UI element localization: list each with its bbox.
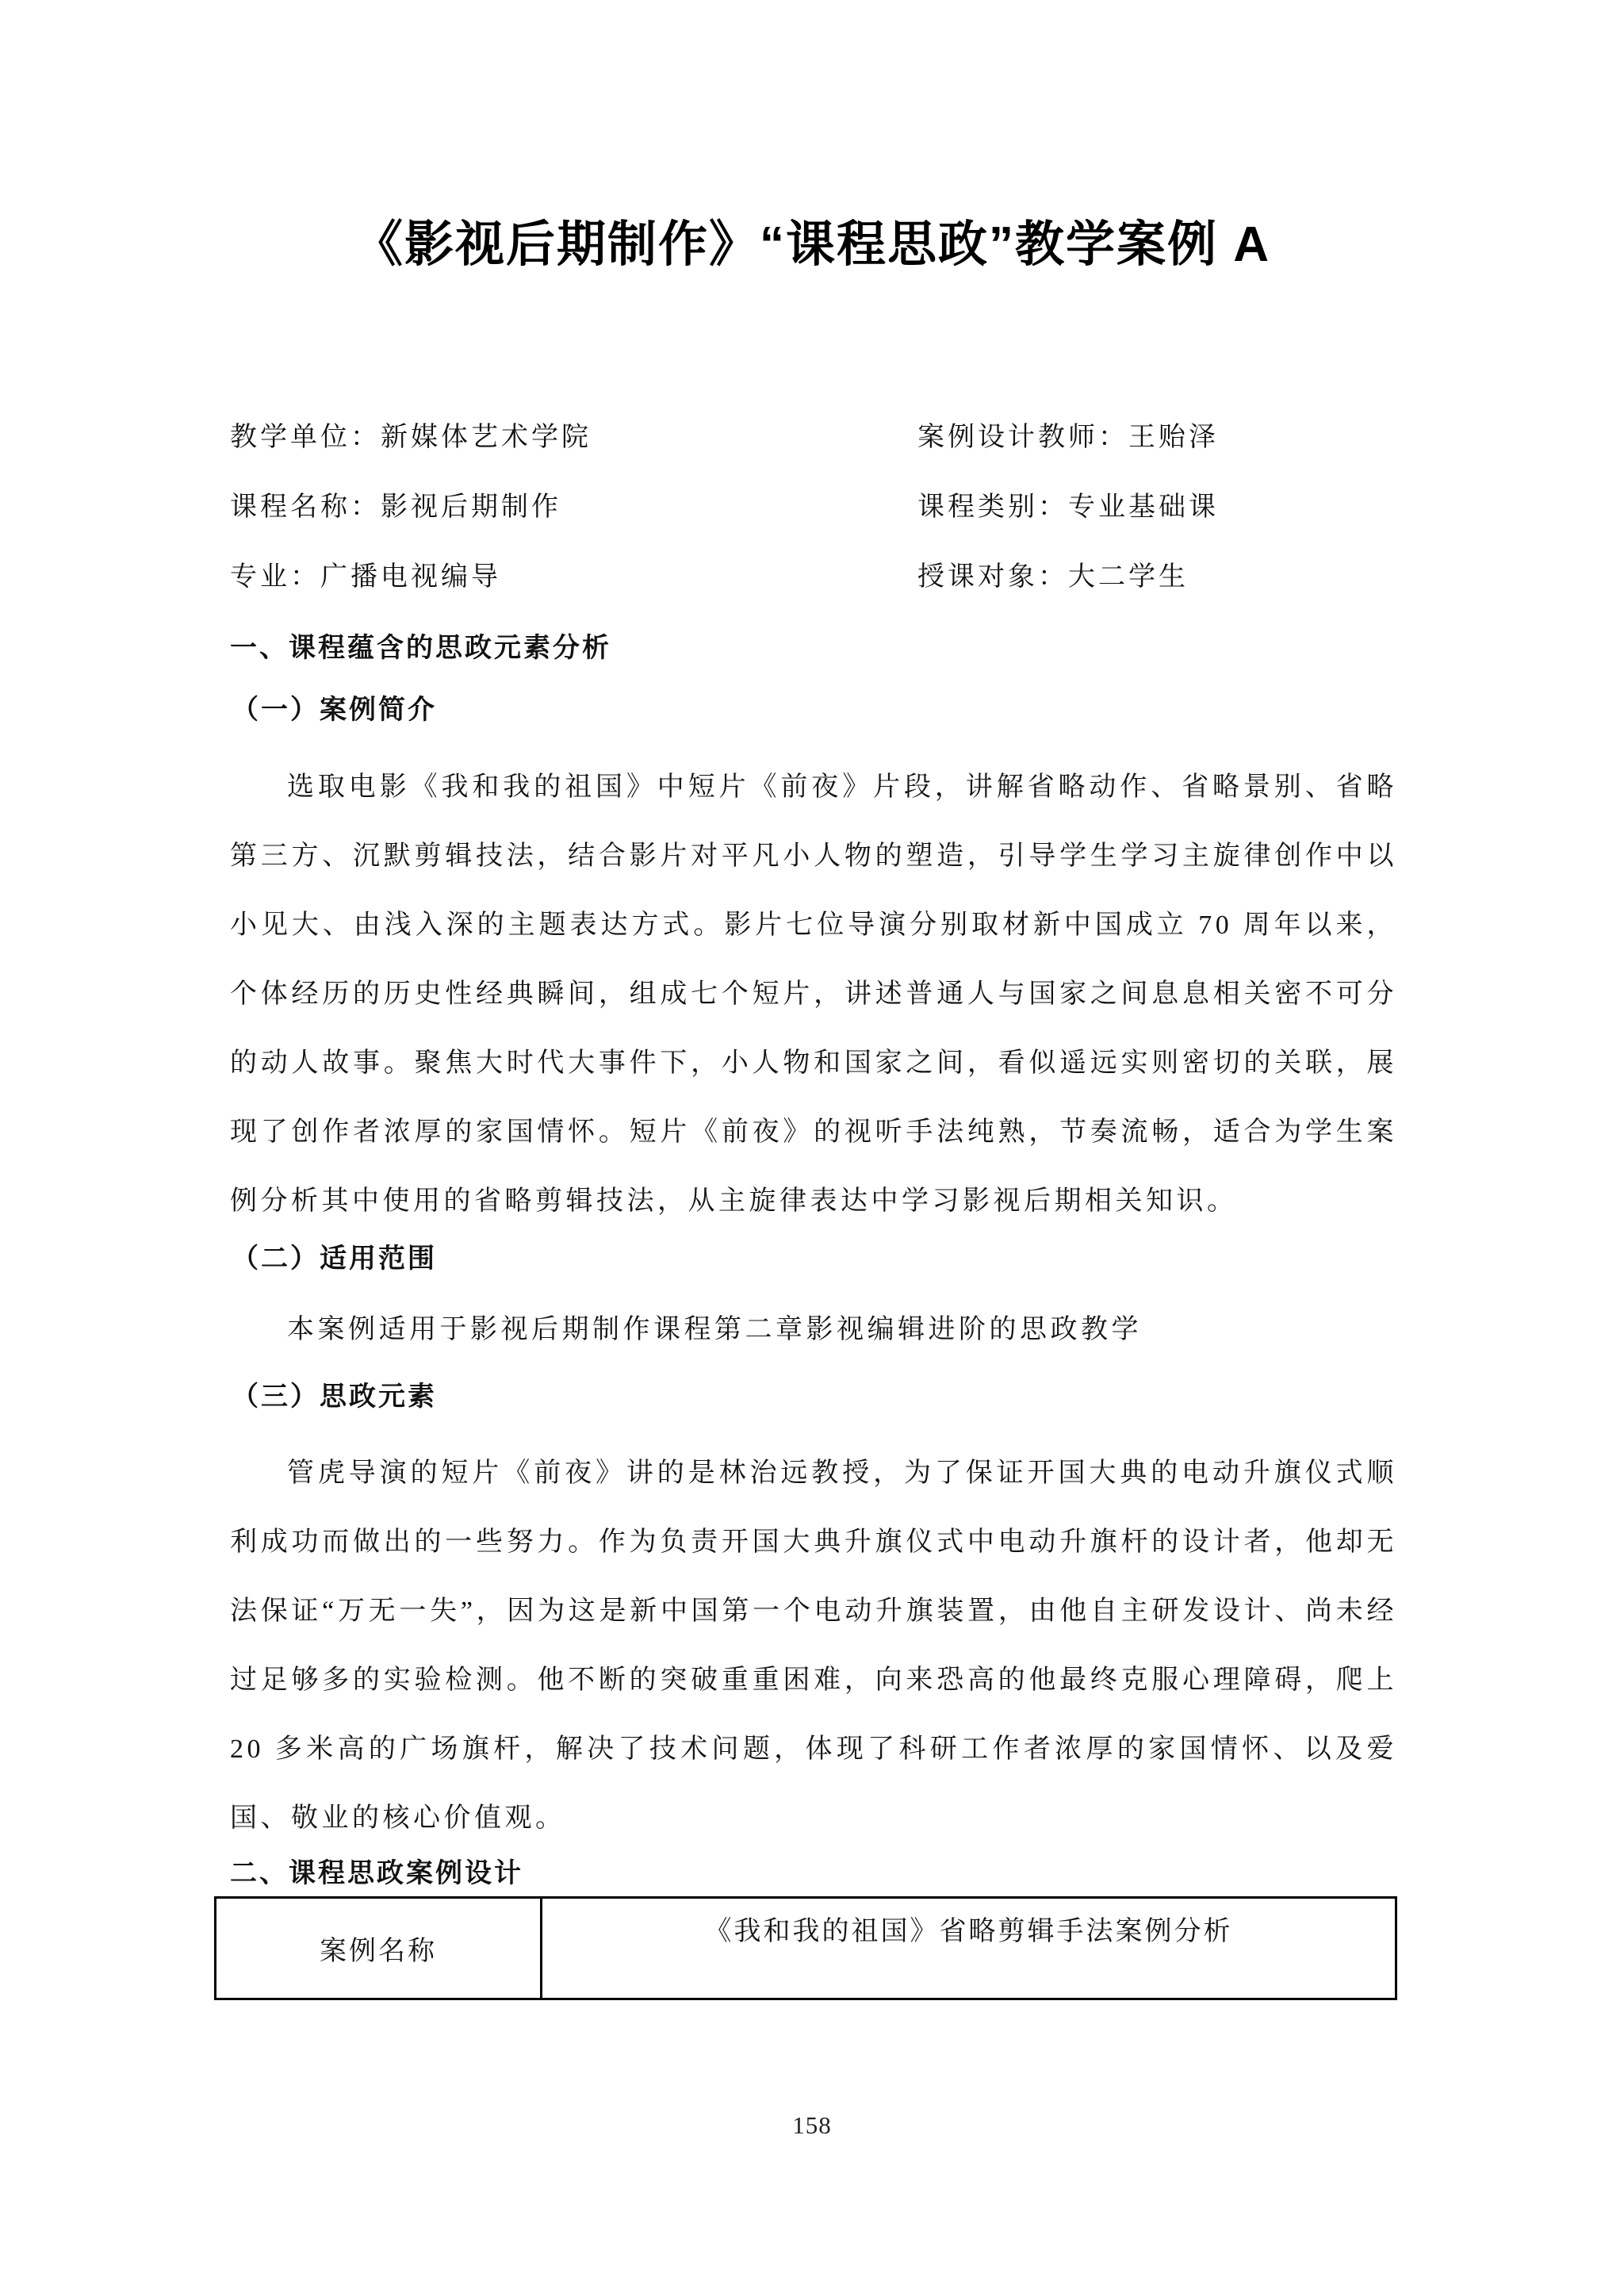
meta-case-designer: 案例设计教师：王贻泽 [917, 423, 1219, 452]
subsection-heading-ideology: （三）思政元素 [232, 1382, 437, 1412]
subsection-heading-scope: （二）适用范围 [232, 1244, 437, 1274]
page-number: 158 [792, 2111, 832, 2139]
meta-row [0, 473, 1624, 542]
meta-course-type: 课程类别：专业基础课 [917, 493, 1219, 522]
meta-teaching-unit: 教学单位：新媒体艺术学院 [230, 423, 592, 452]
paragraph-scope: 本案例适用于影视后期制作课程第二章影视编辑进阶的思政教学 [287, 1315, 1142, 1344]
meta-major: 专业：广播电视编导 [230, 562, 501, 592]
meta-audience: 授课对象：大二学生 [917, 562, 1189, 592]
table-cell-case-name-label: 案例名称 [216, 1898, 542, 1999]
paragraph-ideology: 管虎导演的短片《前夜》讲的是林治远教授，为了保证开国大典的电动升旗仪式顺利成功而做出的一些努力。作为负责开国大典升旗仪式中电动升旗杆的设计者，他却无法保证“万无一失”，因为这是新中国第一个电动升旗装置，由他自主研发设计、尚未经过足够多的实验检测。他不断的突破重重困难，向来恐高的他最终克服心理障碍，爬上 20 多米高的广场旗杆，解决了技术问题，体现了科研工作者浓厚的家国情怀、以及爱国、敬业的核心价值观。 [230, 1458, 1397, 1833]
table-cell-case-name-value: 《我和我的祖国》省略剪辑手法案例分析 [542, 1898, 1396, 1999]
meta-course-name: 课程名称：影视后期制作 [230, 493, 561, 522]
meta-block [0, 403, 1624, 612]
section-heading-1: 一、课程蕴含的思政元素分析 [230, 634, 611, 663]
subsection-heading-case-intro: （一）案例简介 [232, 696, 437, 725]
table-row [216, 1898, 1396, 1999]
page-title: 《影视后期制作》“课程思政”教学案例 A [353, 217, 1270, 272]
meta-row [0, 403, 1624, 473]
section-heading-2: 二、课程思政案例设计 [230, 1859, 523, 1888]
meta-row [0, 542, 1624, 612]
paragraph-case-intro: 选取电影《我和我的祖国》中短片《前夜》片段，讲解省略动作、省略景别、省略第三方、沉默剪辑技法，结合影片对平凡小人物的塑造，引导学生学习主旋律创作中以小见大、由浅入深的主题表达方式。影片七位导演分别取材新中国成立 70 周年以来，个体经历的历史性经典瞬间，组成七个短片，讲述普通人与国家之间息息相关密不可分的动人故事。聚焦大时代大事件下，小人物和国家之间，看似遥远实则密切的关联，展现了创作者浓厚的家国情怀。短片《前夜》的视听手法纯熟，节奏流畅，适合为学生案例分析其中使用的省略剪辑技法，从主旋律表达中学习影视后期相关知识。 [230, 772, 1397, 1216]
case-design-table [214, 1896, 1397, 2000]
